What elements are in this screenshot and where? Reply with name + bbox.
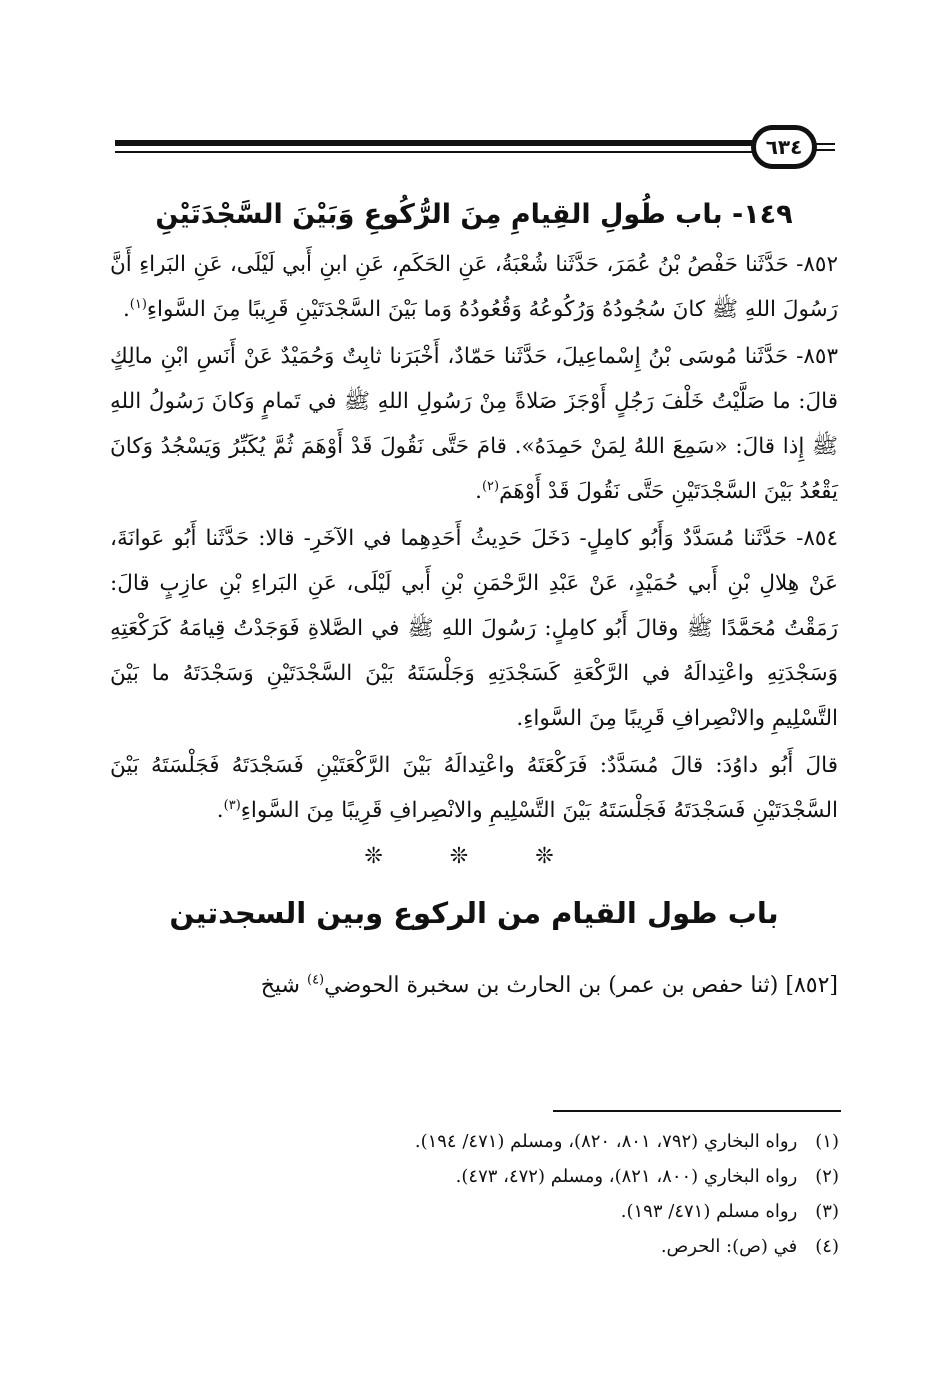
hadith-854 — [110, 516, 838, 741]
header-rule-thick — [115, 140, 755, 146]
hadith-text: ٨٥٣- حَدَّثَنا مُوسَى بْنُ إِسْماعِيلَ، حَدَّثَنا حَمّادٌ، أَخْبَرَنا ثابِتٌ وَحُمَيْدٌ عَنْ أَنَسِ ابْنِ مالِكٍ قالَ: ما صَلَّيْتُ خَلْفَ رَجُلٍ أَوْجَزَ صَلاةً مِنْ رَسُولِ اللهِ ﷺ في تَمامٍ وَكانَ رَسُولُ اللهِ ﷺ إِذا قالَ: «سَمِعَ اللهُ لِمَنْ حَمِدَهُ». قامَ حَتَّى نَقُولَ قَدْ أَوْهَمَ ثُمَّ يُكَبِّرُ وَيَسْجُدُ وَكانَ يَقْعُدُ بَيْنَ السَّجْدَتَيْنِ حَتَّى نَقُولَ قَدْ أَوْهَمَ — [110, 344, 838, 504]
footnote-number: (٢) — [815, 1166, 839, 1187]
footnote-ref[interactable]: (٢) — [481, 478, 500, 494]
footnote-text: رواه البخاري (٨٠٠، ٨٢١)، ومسلم (٤٧٢، ٤٧٣). — [455, 1166, 798, 1187]
footnote-text: رواه مسلم (٤٧١/ ١٩٣). — [620, 1201, 798, 1222]
hadith-853 — [110, 334, 838, 514]
commentary — [110, 963, 838, 1009]
footnotes — [119, 1124, 839, 1264]
footnote-text: في (ص): الحرص. — [660, 1236, 798, 1257]
hadith-text: ٨٥٢- حَدَّثَنا حَفْصُ بْنُ عُمَرَ، حَدَّثَنا شُعْبَةُ، عَنِ الحَكَمِ، عَنِ ابنِ أَبي لَيْلَى، عَنِ البَراءِ أَنَّ رَسُولَ اللهِ ﷺ كانَ سُجُودُهُ وَرُكُوعُهُ وَقُعُودُهُ وَما بَيْنَ السَّجْدَتَيْنِ قَرِيبًا مِنَ السَّواءِ — [110, 252, 838, 322]
footnote-ref[interactable]: (٣) — [223, 797, 241, 813]
footnote-1 — [119, 1124, 839, 1159]
page-number: ٦٣٤ — [751, 125, 817, 169]
abu-dawud-note — [110, 743, 838, 833]
header-rule-thin — [115, 151, 755, 153]
footnote-text: رواه البخاري (٧٩٢، ٨٠١، ٨٢٠)، ومسلم (٤٧١/ ١٩٤). — [414, 1131, 798, 1152]
footnote-3 — [119, 1194, 839, 1229]
section-title: باب طول القيام من الركوع وبين السجدتين — [169, 896, 779, 930]
chapter-title: ١٤٩- باب طُولِ القِيامِ مِنَ الرُّكُوعِ وَبَيْنَ السَّجْدَتَيْنِ — [155, 199, 793, 230]
footnote-number: (٣) — [815, 1201, 839, 1222]
footnote-divider — [553, 1110, 841, 1112]
hadith-end: . — [122, 297, 130, 322]
footnote-ref[interactable]: (١) — [129, 296, 147, 312]
hadith-end: . — [475, 479, 482, 504]
hadith-text: قالَ أَبُو داوُدَ: قالَ مُسَدَّدٌ: فَرَكْعَتَهُ واعْتِدالَهُ بَيْنَ الرَّكْعَتَيْنِ فَسَجْدَتَهُ فَجَلْسَتَهُ بَيْنَ السَّجْدَتَيْنِ فَسَجْدَتَهُ فَجَلْسَتَهُ بَيْنَ التَّسْلِيمِ والانْصِرافِ قَرِيبًا مِنَ السَّواءِ — [110, 753, 838, 823]
commentary-text: [٨٥٢] (ثنا حفص بن عمر) بن الحارث بن سخبرة الحوضي — [324, 973, 838, 998]
hadith-text: ٨٥٤- حَدَّثَنا مُسَدَّدٌ وَأَبُو كامِلٍ- دَخَلَ حَدِيثُ أَحَدِهِما في الآخَرِ- قالا: حَدَّثَنا أَبُو عَوانَةَ، عَنْ هِلالِ بْنِ أَبي حُمَيْدٍ، عَنْ عَبْدِ الرَّحْمَنِ بْنِ أَبي لَيْلَى، عَنِ البَراءِ بْنِ عازِبٍ قالَ: رَمَقْتُ مُحَمَّدًا ﷺ وقالَ أَبُو كامِلٍ: رَسُولَ اللهِ ﷺ في الصَّلاةِ فَوَجَدْتُ قِيامَهُ كَرَكْعَتِهِ وَسَجْدَتِهِ واعْتِدالَهُ في الرَّكْعَةِ كَسَجْدَتِهِ وَجَلْسَتَهُ بَيْنَ السَّجْدَتَيْنِ وَسَجْدَتَهُ ما بَيْنَ التَّسْلِيمِ والانْصِرافِ قَرِيبًا مِنَ السَّواءِ. — [110, 526, 838, 731]
commentary-tail: شيخ — [260, 973, 307, 998]
section-separator: ❊ ❊ ❊ — [364, 844, 584, 869]
footnote-number: (١) — [815, 1131, 839, 1152]
page-body — [110, 192, 838, 1031]
page-header — [115, 125, 835, 181]
footnote-2 — [119, 1159, 839, 1194]
footnote-ref[interactable]: (٤) — [306, 972, 325, 988]
hadith-end: . — [216, 798, 224, 823]
footnote-number: (٤) — [815, 1236, 839, 1257]
hadith-852 — [110, 242, 838, 332]
footnote-4 — [119, 1229, 839, 1264]
